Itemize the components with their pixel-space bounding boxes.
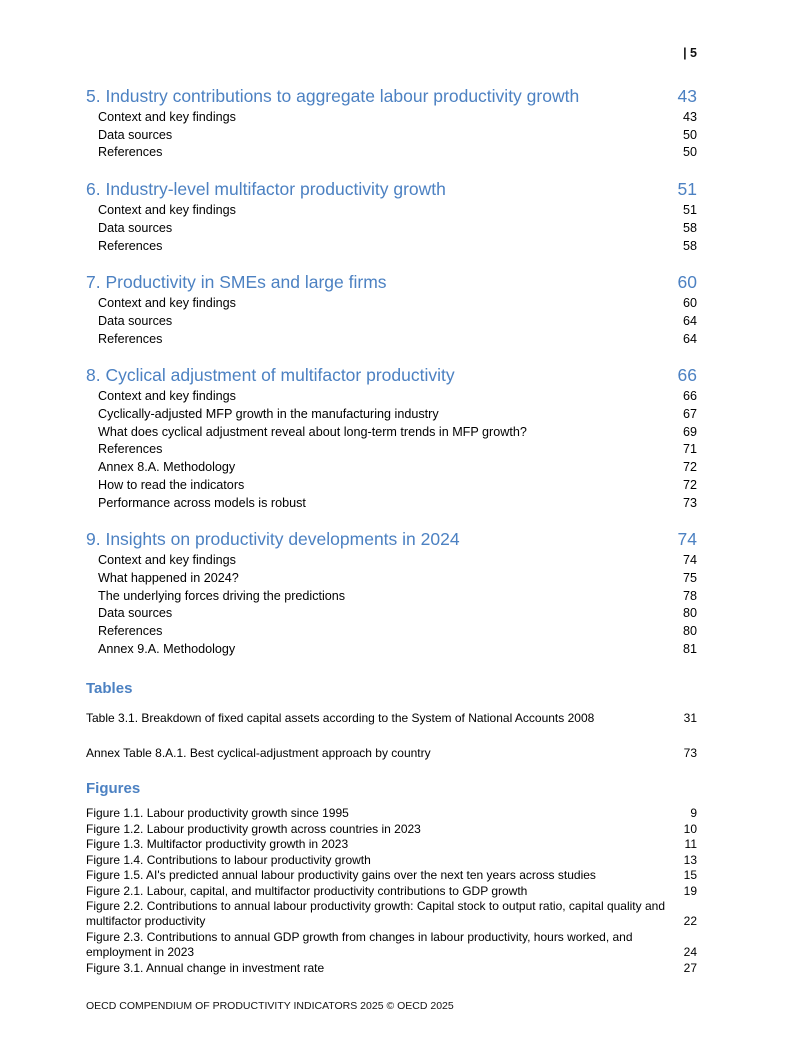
figure-entry-label: Figure 1.3. Multifactor productivity growth in 2023 xyxy=(86,837,349,852)
toc-entry-page: 64 xyxy=(682,313,697,328)
toc-entry-page: 58 xyxy=(682,238,697,253)
toc-entry[interactable] xyxy=(98,588,697,606)
toc-entry-label: Context and key findings xyxy=(98,553,236,568)
toc-entry[interactable] xyxy=(98,552,697,570)
toc-entry-page: 72 xyxy=(682,477,697,492)
toc-entry[interactable] xyxy=(98,331,697,349)
page-footer xyxy=(86,1000,454,1013)
figure-entry-page: 10 xyxy=(683,821,697,836)
toc-entry-page: 75 xyxy=(682,570,697,585)
toc-entry-label: What happened in 2024? xyxy=(98,570,239,585)
toc-entry-label: The underlying forces driving the predictions xyxy=(98,588,346,603)
toc-chapter-title: 5. Industry contributions to aggregate labour productivity growth xyxy=(86,86,580,106)
toc-entry-label: Context and key findings xyxy=(98,389,236,404)
toc-entry-page: 50 xyxy=(682,127,697,142)
page-header xyxy=(86,46,697,61)
figure-entry-label: Figure 1.4. Contributions to labour productivity growth xyxy=(86,852,371,867)
toc-entry-page: 72 xyxy=(682,460,697,475)
toc-entry[interactable] xyxy=(98,238,697,256)
toc-chapter-page: 66 xyxy=(677,365,697,386)
toc-entry[interactable] xyxy=(98,406,697,424)
toc-entry-label: Data sources xyxy=(98,313,173,328)
toc-entry[interactable] xyxy=(98,623,697,641)
toc-entry-label: References xyxy=(98,442,163,457)
toc-entry[interactable] xyxy=(98,109,697,127)
toc-entry-page: 50 xyxy=(682,145,697,160)
toc-chapter-items xyxy=(86,388,697,512)
toc-entry-page: 81 xyxy=(682,641,697,656)
toc-entry-label: Context and key findings xyxy=(98,296,236,311)
figure-entry[interactable] xyxy=(86,837,697,852)
toc-entry[interactable] xyxy=(98,313,697,331)
footer-text: OECD COMPENDIUM OF PRODUCTIVITY INDICATORS 2025 © OECD 2025 xyxy=(86,1000,454,1012)
toc-entry-label: References xyxy=(98,624,163,639)
toc-entry-page: 66 xyxy=(682,389,697,404)
toc-entry-label: Data sources xyxy=(98,220,173,235)
toc-entry-label: References xyxy=(98,331,163,346)
toc-entry-page: 80 xyxy=(682,624,697,639)
toc-chapter-row[interactable] xyxy=(86,179,697,200)
figure-entry-page: 24 xyxy=(683,945,697,960)
toc-entry[interactable] xyxy=(98,605,697,623)
toc-entry[interactable] xyxy=(98,495,697,513)
toc-entry-label: References xyxy=(98,145,163,160)
toc-entry[interactable] xyxy=(98,441,697,459)
toc-entry[interactable] xyxy=(98,641,697,659)
toc-section-7 xyxy=(86,272,697,348)
toc-chapter-items xyxy=(86,295,697,348)
toc-chapter-items xyxy=(86,552,697,658)
toc-entry-page: 71 xyxy=(682,442,697,457)
figure-entry-label: Figure 1.1. Labour productivity growth since 1995 xyxy=(86,806,349,821)
toc-section-8 xyxy=(86,365,697,512)
toc-chapter-row[interactable] xyxy=(86,529,697,550)
figures-heading: Figures xyxy=(86,780,141,798)
toc-entry[interactable] xyxy=(98,144,697,162)
toc-entry-page: 73 xyxy=(682,495,697,510)
figure-entry[interactable] xyxy=(86,806,697,821)
running-page-number: | 5 xyxy=(683,46,697,60)
toc-section-9 xyxy=(86,529,697,658)
toc-entry-label: Context and key findings xyxy=(98,203,236,218)
figure-entry-page: 13 xyxy=(683,852,697,867)
toc-chapter-row[interactable] xyxy=(86,272,697,293)
table-entry-label: Annex Table 8.A.1. Best cyclical-adjustment approach by country xyxy=(86,746,431,761)
figure-entry-label: Figure 1.5. AI's predicted annual labour productivity gains over the next ten years across studies xyxy=(86,868,596,883)
toc-entry[interactable] xyxy=(98,477,697,495)
toc-chapter-page: 60 xyxy=(677,272,697,293)
figure-entry-page: 15 xyxy=(683,868,697,883)
toc-entry-page: 43 xyxy=(682,110,697,124)
toc-entry-label: Cyclically-adjusted MFP growth in the manufacturing industry xyxy=(98,407,439,422)
figure-entry-label: Figure 2.1. Labour, capital, and multifactor productivity contributions to GDP growth xyxy=(86,883,528,898)
toc-chapter-items xyxy=(86,109,697,162)
toc-entry-label: What does cyclical adjustment reveal about long-term trends in MFP growth? xyxy=(98,424,527,439)
toc-entry[interactable] xyxy=(98,202,697,220)
toc-entry[interactable] xyxy=(98,295,697,313)
toc-section-6 xyxy=(86,179,697,255)
figures-section xyxy=(86,780,697,975)
toc-chapter-items xyxy=(86,202,697,255)
toc-entry[interactable] xyxy=(98,570,697,588)
toc-chapter-title: 8. Cyclical adjustment of multifactor productivity xyxy=(86,365,455,386)
figure-entry[interactable] xyxy=(86,853,697,868)
table-entry[interactable] xyxy=(86,745,697,761)
figure-entry-page: 19 xyxy=(683,883,697,898)
table-entry-page: 31 xyxy=(683,711,697,726)
toc-entry-label: How to read the indicators xyxy=(98,477,245,492)
figure-entry-label: Figure 1.2. Labour productivity growth across countries in 2023 xyxy=(86,821,421,836)
toc-entry-page: 67 xyxy=(682,407,697,422)
toc-entry-page: 60 xyxy=(682,296,697,311)
toc-chapter-page: 74 xyxy=(677,529,697,550)
toc-entry-page: 74 xyxy=(682,553,697,568)
toc-chapter-row[interactable] xyxy=(86,86,697,107)
toc-entry[interactable] xyxy=(98,459,697,477)
figure-entry[interactable] xyxy=(86,822,697,837)
table-entry[interactable] xyxy=(86,710,697,726)
toc-chapter-page: 51 xyxy=(677,179,697,200)
table-of-contents xyxy=(86,86,697,976)
toc-entry-page: 64 xyxy=(682,331,697,346)
tables-section xyxy=(86,680,697,761)
toc-entry-page: 80 xyxy=(682,606,697,621)
toc-section-5 xyxy=(86,86,697,162)
figure-entry-label: Figure 2.3. Contributions to annual GDP growth from changes in labour productivity, hours worked, and employment in 2023 xyxy=(86,929,633,960)
toc-entry[interactable] xyxy=(98,127,697,145)
toc-chapter-title: 7. Productivity in SMEs and large firms xyxy=(86,272,387,293)
toc-entry[interactable] xyxy=(98,424,697,442)
toc-entry-label: Annex 8.A. Methodology xyxy=(98,460,236,475)
toc-entry-page: 69 xyxy=(682,424,697,439)
figure-entry-page: 27 xyxy=(683,960,697,975)
figure-entry[interactable] xyxy=(86,899,697,930)
toc-entry[interactable] xyxy=(98,220,697,238)
toc-chapter-row[interactable] xyxy=(86,365,697,386)
toc-entry-label: Data sources xyxy=(98,606,173,621)
figure-entry-label: Figure 3.1. Annual change in investment rate xyxy=(86,960,325,975)
toc-entry-label: Context and key findings xyxy=(98,110,236,124)
toc-entry-page: 51 xyxy=(682,203,697,218)
figure-entry[interactable] xyxy=(86,930,697,961)
toc-chapter-title: 6. Industry-level multifactor productivity growth xyxy=(86,179,446,200)
toc-entry[interactable] xyxy=(98,388,697,406)
toc-entry-label: References xyxy=(98,238,163,253)
toc-entry-page: 78 xyxy=(682,588,697,603)
toc-chapter-title: 9. Insights on productivity developments in 2024 xyxy=(86,529,460,550)
toc-entry-label: Data sources xyxy=(98,127,173,142)
toc-entry-label: Annex 9.A. Methodology xyxy=(98,641,236,656)
figure-entry[interactable] xyxy=(86,868,697,883)
toc-chapter-page: 43 xyxy=(677,86,697,106)
toc-entry-label: Performance across models is robust xyxy=(98,495,306,510)
toc-entry-page: 58 xyxy=(682,220,697,235)
table-entry-label: Table 3.1. Breakdown of fixed capital assets according to the System of National Accounts 2008 xyxy=(86,711,595,726)
figure-entry-page: 11 xyxy=(684,837,697,852)
tables-heading: Tables xyxy=(86,680,133,698)
table-entry-page: 73 xyxy=(683,746,697,761)
figure-entry-page: 22 xyxy=(683,914,697,929)
figure-entry[interactable] xyxy=(86,961,697,976)
figure-entry[interactable] xyxy=(86,884,697,899)
figure-entry-label: Figure 2.2. Contributions to annual labour productivity growth: Capital stock to output ratio, capital quality and multifactor productivity xyxy=(86,898,665,929)
figure-entry-page: 9 xyxy=(690,806,697,821)
